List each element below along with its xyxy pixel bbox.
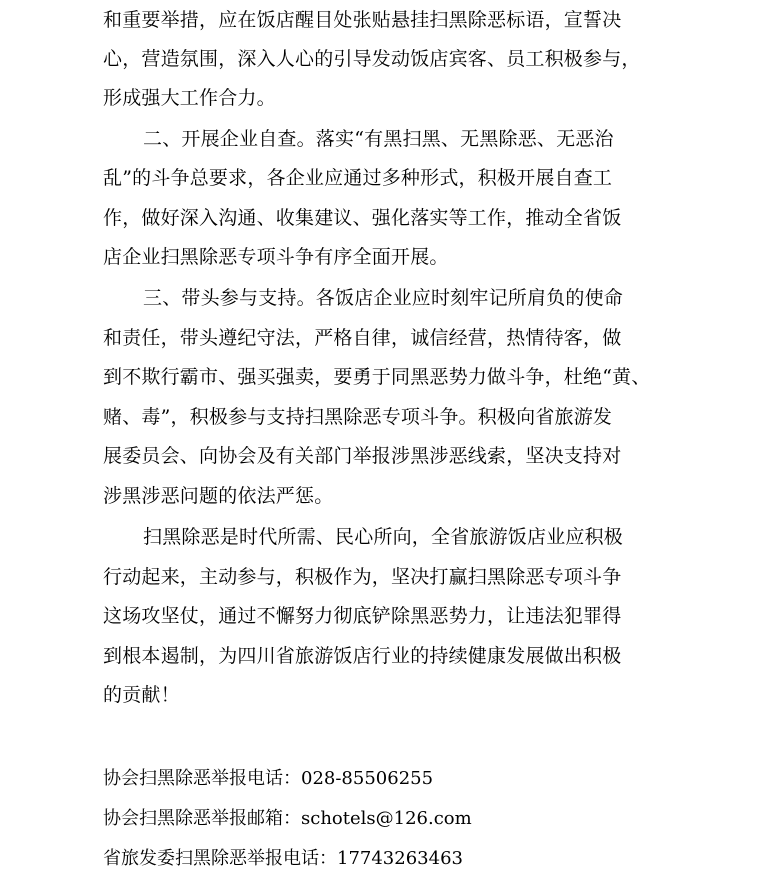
section-heading-line: 二、开展企业自查。落实“有黑扫黑、无黑除恶、无恶治 bbox=[143, 128, 614, 150]
paragraph-line: 赌、毒”，积极参与支持扫黑除恶专项斗争。积极向省旅游发 bbox=[103, 406, 613, 428]
conclusion-line: 扫黑除恶是时代所需、民心所向，全省旅游饭店业应积极 bbox=[143, 526, 624, 548]
paragraph-line: 展委员会、向协会及有关部门举报涉黑涉恶线索，坚决支持对 bbox=[103, 445, 622, 467]
paragraph-line: 到根本遏制，为四川省旅游饭店行业的持续健康发展做出积极 bbox=[103, 645, 622, 667]
paragraph-line: 涉黑涉恶问题的依法严惩。 bbox=[103, 485, 334, 507]
hotline-phone-text: 协会扫黑除恶举报电话：028-85506255 bbox=[103, 768, 434, 789]
paragraph-line: 和责任，带头遵纪守法，严格自律，诚信经营，热情待客，做 bbox=[103, 327, 622, 349]
hotline-email-text: 协会扫黑除恶举报邮箱：schotels@126.com bbox=[103, 808, 472, 829]
paragraph-line: 形成强大工作合力。 bbox=[103, 87, 276, 109]
paragraph-line: 和重要举措，应在饭店醒目处张贴悬挂扫黑除恶标语，宣誓决 bbox=[103, 9, 622, 31]
paragraph-line: 心，营造氛围，深入人心的引导发动饭店宾客、员工积极参与， bbox=[103, 48, 641, 70]
paragraph-line: 到不欺行霸市、强买强卖，要勇于同黑恶势力做斗争，杜绝“黄、 bbox=[103, 366, 651, 388]
section-heading-line: 三、带头参与支持。各饭店企业应时刻牢记所肩负的使命 bbox=[143, 287, 624, 309]
paragraph-line: 这场攻坚仗，通过不懈努力彻底铲除黑恶势力，让违法犯罪得 bbox=[103, 605, 622, 627]
commission-phone-text: 省旅发委扫黑除恶举报电话：17743263463 bbox=[103, 848, 463, 869]
paragraph-line: 作，做好深入沟通、收集建议、强化落实等工作，推动全省饭 bbox=[103, 207, 622, 229]
paragraph-line: 行动起来，主动参与，积极作为，坚决打赢扫黑除恶专项斗争 bbox=[103, 566, 622, 588]
paragraph-line: 店企业扫黑除恶专项斗争有序全面开展。 bbox=[103, 246, 449, 268]
paragraph-line: 的贡献！ bbox=[103, 684, 180, 706]
paragraph-line: 乱”的斗争总要求，各企业应通过多种形式，积极开展自查工 bbox=[103, 167, 613, 189]
